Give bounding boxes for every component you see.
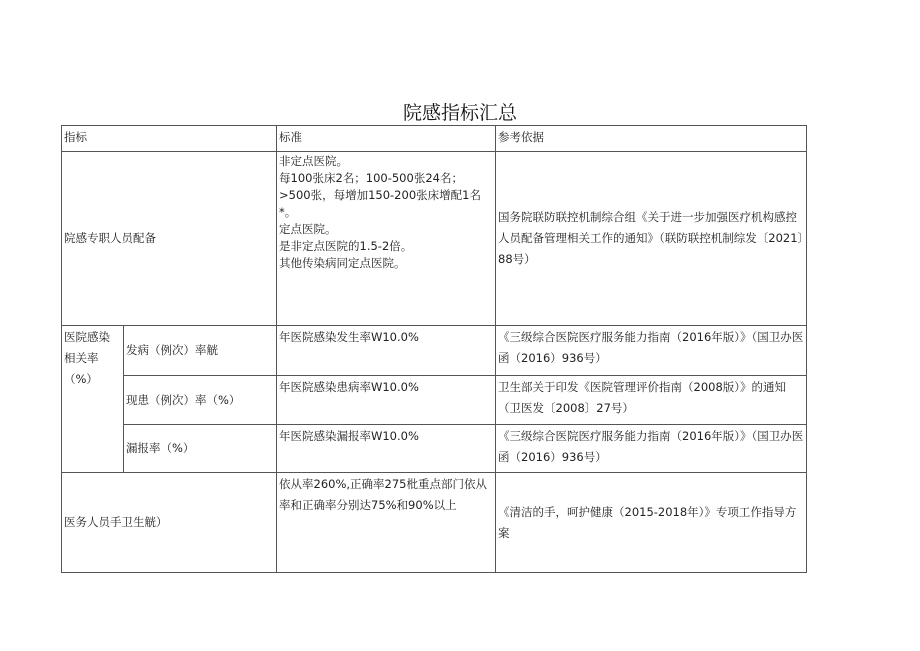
header-indicator: 指标 xyxy=(62,126,277,152)
reference-cell: 卫生部关于印发《医院管理评价指南（2008版）》的通知（卫医发〔2008〕27号） xyxy=(496,376,807,425)
table-row xyxy=(62,152,807,326)
group-label-cell: 医院感染相关率（%） xyxy=(62,326,124,473)
standard-cell: 依从率260%,正确率275枇重点部门依从率和正确率分别达75%和90%以上 xyxy=(277,473,496,573)
reference-cell: 《清洁的手，呵护健康（2015-2018年）》专项工作指导方案 xyxy=(496,473,807,573)
standard-line: 定点医院。 xyxy=(279,222,337,236)
reference-cell: 国务院联防联控机制综合组《关于进一步加强医疗机构感控人员配备管理相关工作的通知》（联防联控机制综发〔2021〕88号） xyxy=(496,152,807,326)
standard-line: 是非定点医院的1.5-2倍。 xyxy=(279,239,413,253)
reference-cell: 《三级综合医院医疗服务能力指南（2016年版）》（国卫办医函（2016）936号） xyxy=(496,425,807,473)
table-row xyxy=(62,326,807,376)
standard-line: 其他传染病同定点医院。 xyxy=(279,256,406,270)
table-row xyxy=(62,473,807,573)
standard-line: >500张，每增加150-200张床增配1名 xyxy=(279,188,481,202)
indicator-cell: 院感专职人员配备 xyxy=(62,152,277,326)
standard-cell: 年医院感染漏报率W10.0% xyxy=(277,425,496,473)
table-row xyxy=(62,425,807,473)
sub-indicator-cell: 现患（例次）率（%） xyxy=(124,376,277,425)
standard-cell xyxy=(277,152,496,326)
table-row xyxy=(62,376,807,425)
standard-line: 每100张床2名；100-500张24名； xyxy=(279,171,463,185)
header-standard: 标准 xyxy=(277,126,496,152)
sub-indicator-cell: 发病（例次）率觥 xyxy=(124,326,277,376)
standard-line: 非定点医院。 xyxy=(279,154,348,168)
standard-line: *。 xyxy=(279,205,297,219)
indicator-table xyxy=(61,125,807,573)
sub-indicator-cell: 漏报率（%） xyxy=(124,425,277,473)
standard-cell: 年医院感染发生率W10.0% xyxy=(277,326,496,376)
header-row xyxy=(62,126,807,152)
indicator-cell: 医务人员手卫生觥） xyxy=(62,473,277,573)
standard-cell: 年医院感染患病率W10.0% xyxy=(277,376,496,425)
reference-cell: 《三级综合医院医疗服务能力指南（2016年版）》（国卫办医函（2016）936号） xyxy=(496,326,807,376)
header-reference: 参考依据 xyxy=(496,126,807,152)
page-title: 院感指标汇总 xyxy=(402,102,517,124)
